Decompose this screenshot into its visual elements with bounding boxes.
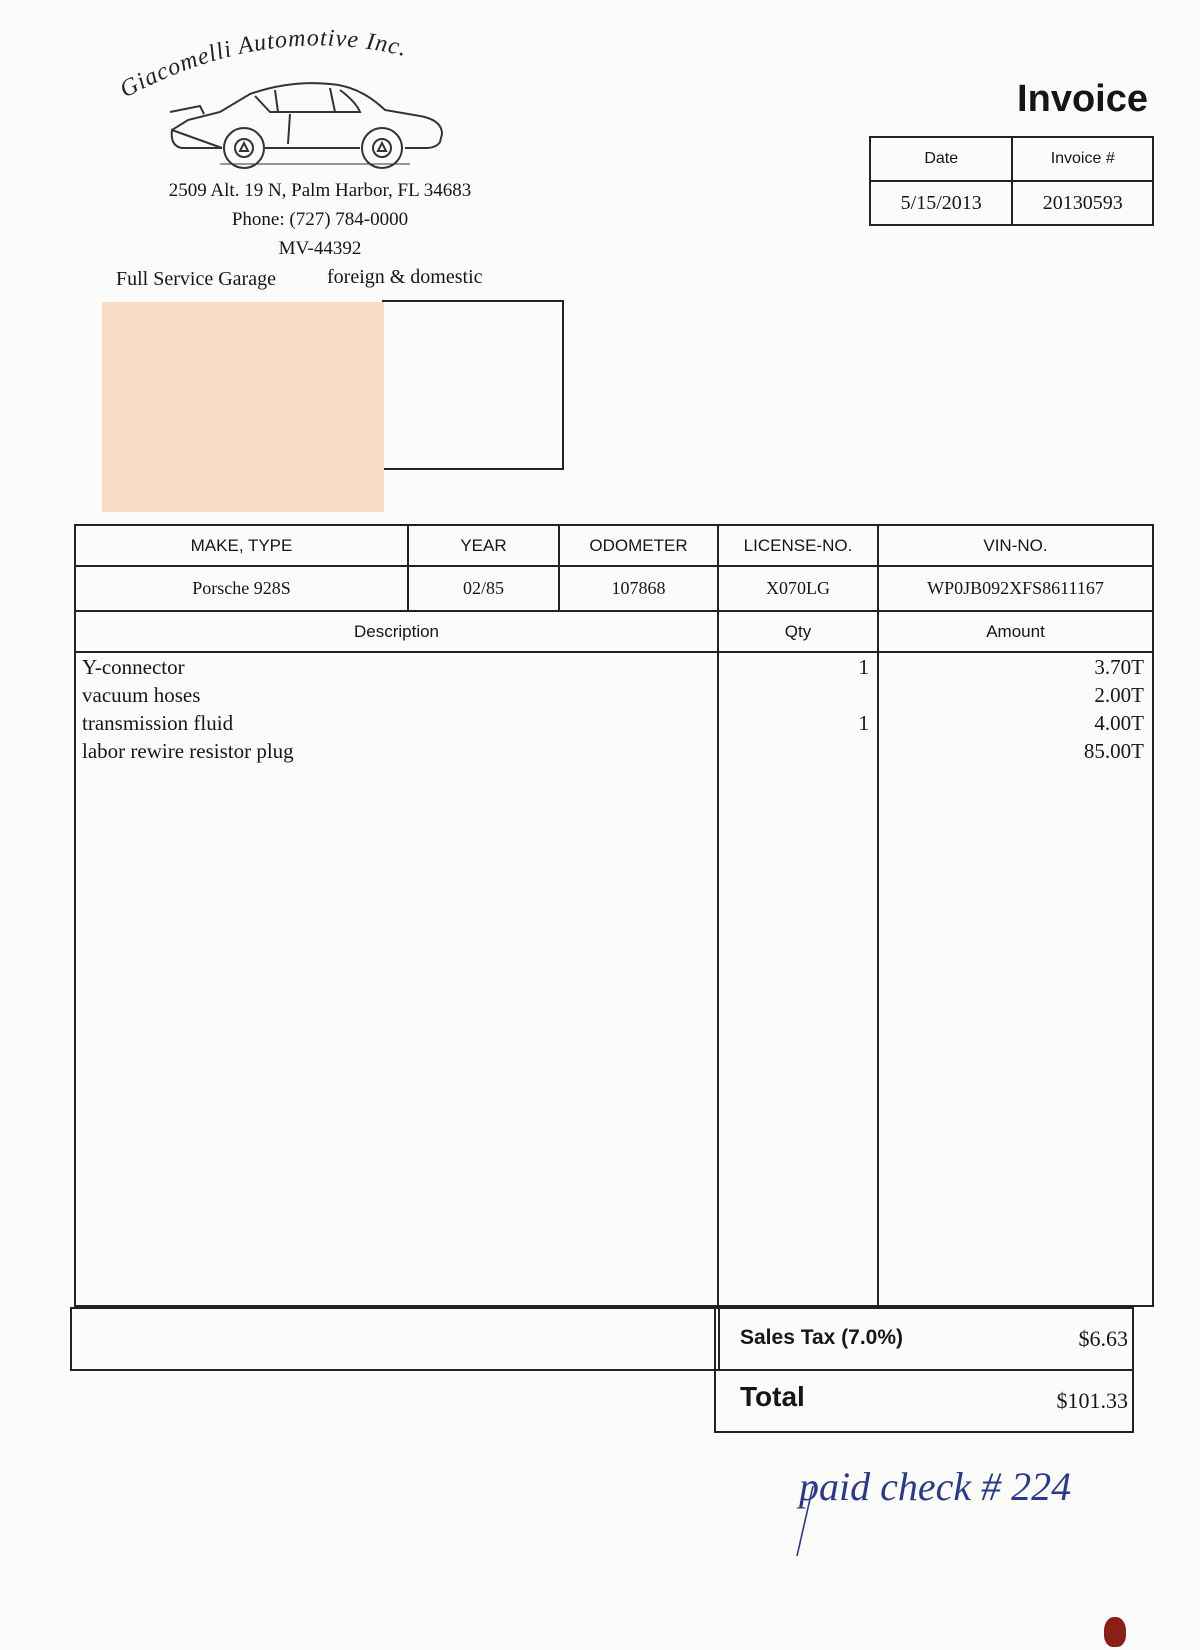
item-description: labor rewire resistor plug <box>82 739 294 763</box>
company-name: Giacomelli Automotive Inc. <box>115 25 410 104</box>
date-label: Date <box>870 137 1012 181</box>
qty-header: Qty <box>718 611 878 652</box>
license-header: LICENSE-NO. <box>718 525 878 566</box>
invoice-title: Invoice <box>1017 78 1148 120</box>
company-license: MV-44392 <box>278 238 362 259</box>
handwritten-paid-note <box>795 1448 1195 1558</box>
item-qty <box>719 681 877 709</box>
odometer-header: ODOMETER <box>559 525 718 566</box>
item-amount: 2.00T <box>1094 683 1144 707</box>
sales-tax-value: $6.63 <box>1078 1326 1128 1351</box>
invoice-number: 20130593 <box>1012 181 1153 225</box>
redaction-patch <box>102 302 384 512</box>
porsche-car-logo-icon <box>160 72 460 177</box>
invoice-table <box>74 524 1154 1307</box>
item-qty: 1 <box>858 655 869 679</box>
amount-column <box>878 652 1153 1306</box>
odometer-value: 107868 <box>559 566 718 611</box>
item-description: vacuum hoses <box>82 683 201 707</box>
item-qty: 1 <box>858 711 869 735</box>
invoice-date: 5/15/2013 <box>870 181 1012 225</box>
make-type-value: Porsche 928S <box>75 566 408 611</box>
invoice-number-label: Invoice # <box>1012 137 1153 181</box>
sales-tax-label: Sales Tax (7.0%) <box>740 1326 904 1349</box>
amount-header: Amount <box>878 611 1153 652</box>
paid-check-text: paid check # 224 <box>799 1464 1072 1509</box>
items-body-row <box>75 652 1153 1306</box>
item-amount: 4.00T <box>1094 711 1144 735</box>
vin-header: VIN-NO. <box>878 525 1153 566</box>
ink-stain <box>1104 1617 1126 1647</box>
vehicle-header-row <box>75 525 1153 566</box>
description-column <box>75 652 718 1306</box>
total-row <box>714 1369 1134 1433</box>
item-description: transmission fluid <box>82 711 234 735</box>
item-description: Y-connector <box>82 655 185 679</box>
invoice-meta-table <box>869 136 1154 226</box>
vehicle-value-row <box>75 566 1153 611</box>
items-header-row <box>75 611 1153 652</box>
total-label: Total <box>740 1381 805 1412</box>
year-header: YEAR <box>408 525 559 566</box>
item-amount: 85.00T <box>1083 739 1144 763</box>
qty-column <box>718 652 878 1306</box>
company-address: 2509 Alt. 19 N, Palm Harbor, FL 34683 <box>168 180 472 201</box>
license-value: X070LG <box>718 566 878 611</box>
footer-blank-box <box>70 1307 720 1371</box>
company-service: Full Service Garage <box>116 268 276 290</box>
vin-value: WP0JB092XFS8611167 <box>878 566 1153 611</box>
item-amount: 3.70T <box>1094 655 1144 679</box>
make-type-header: MAKE, TYPE <box>75 525 408 566</box>
sales-tax-row <box>714 1307 1134 1371</box>
total-value: $101.33 <box>1056 1388 1128 1413</box>
company-phone: Phone: (727) 784-0000 <box>231 209 409 230</box>
company-specialty: foreign & domestic <box>327 266 483 288</box>
description-header: Description <box>75 611 718 652</box>
item-qty <box>719 737 877 765</box>
year-value: 02/85 <box>408 566 559 611</box>
bill-to-box <box>382 300 564 470</box>
